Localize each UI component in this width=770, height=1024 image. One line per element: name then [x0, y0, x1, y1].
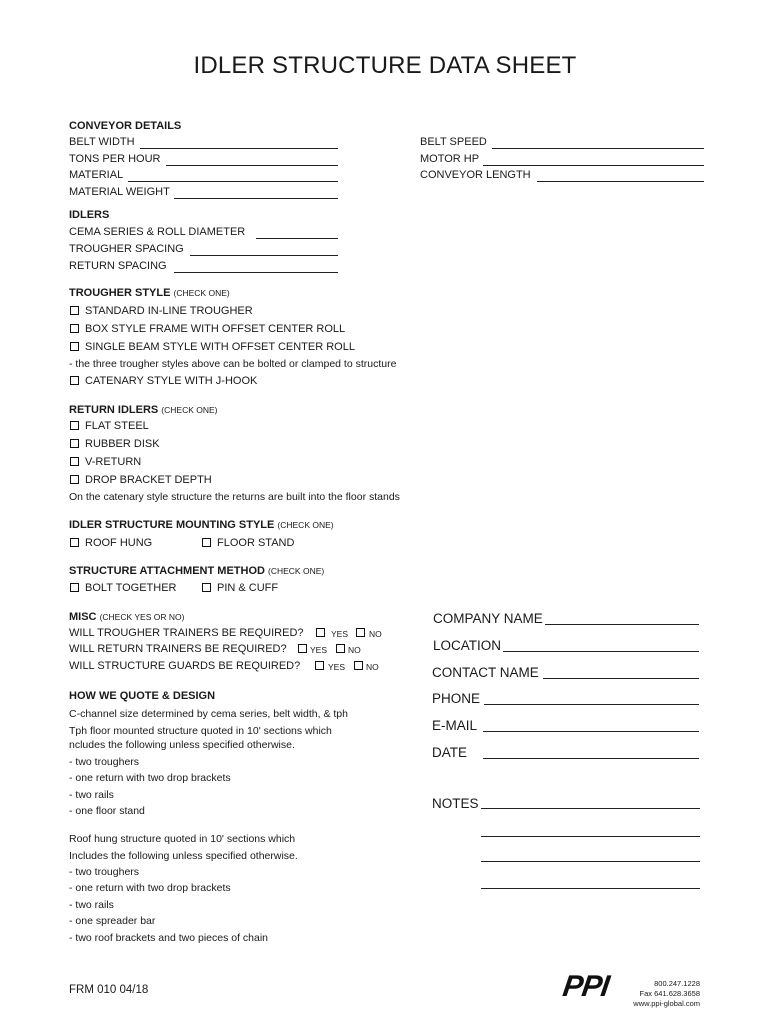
notes-label: NOTES — [432, 796, 479, 811]
trougher-remark: - the three trougher styles above can be bolted or clamped to structure — [69, 358, 397, 370]
notes-line-2[interactable] — [481, 836, 700, 837]
floor-stand-label: FLOOR STAND — [217, 537, 295, 549]
conveyor-length-field[interactable] — [537, 181, 704, 182]
roof-line: - two roof brackets and two pieces of chain — [69, 932, 269, 944]
contact-name-field[interactable] — [543, 678, 699, 679]
roof-hung-label: ROOF HUNG — [85, 537, 153, 549]
tons-per-hour-field[interactable] — [166, 165, 338, 166]
floor-line: - two rails — [69, 789, 114, 801]
motor-hp-field[interactable] — [483, 165, 704, 166]
trougher-spacing-field[interactable] — [190, 255, 338, 256]
flat-steel-checkbox[interactable] — [70, 421, 79, 430]
v-return-checkbox[interactable] — [70, 457, 79, 466]
quote-intro: C-channel size determined by cema series, belt width, & tph — [69, 708, 348, 720]
misc-heading: MISC (CHECK YES OR NO) — [69, 611, 185, 623]
idlers-heading: IDLERS — [69, 209, 110, 221]
structure-guards-yes-label: YES — [328, 662, 346, 672]
belt-width-field[interactable] — [140, 148, 338, 149]
single-beam-label: SINGLE BEAM STYLE WITH OFFSET CENTER ROLL — [85, 341, 355, 353]
rubber-disk-checkbox[interactable] — [70, 439, 79, 448]
location-label: LOCATION — [433, 638, 502, 653]
structure-guards-question: WILL STRUCTURE GUARDS BE REQUIRED? — [69, 660, 301, 672]
drop-bracket-label: DROP BRACKET DEPTH — [85, 474, 212, 486]
return-trainers-yes-checkbox[interactable] — [298, 644, 307, 653]
floor-line: - two troughers — [69, 756, 140, 768]
tons-per-hour-label: TONS PER HOUR — [69, 153, 161, 165]
material-field[interactable] — [128, 181, 338, 182]
date-label: DATE — [432, 745, 468, 760]
company-name-label: COMPANY NAME — [433, 611, 543, 626]
email-field[interactable] — [483, 731, 699, 732]
floor-line: - one floor stand — [69, 805, 145, 817]
notes-line-1[interactable] — [481, 808, 700, 809]
roof-line: - one return with two drop brackets — [69, 882, 231, 894]
conveyor-details-heading: CONVEYOR DETAILS — [69, 120, 182, 132]
catenary-label: CATENARY STYLE WITH J-HOOK — [85, 375, 258, 387]
floor-line: ncludes the following unless specified otherwise. — [69, 739, 295, 751]
structure-guards-no-checkbox[interactable] — [354, 661, 363, 670]
material-label: MATERIAL — [69, 169, 124, 181]
company-name-field[interactable] — [545, 624, 699, 625]
floor-line: - one return with two drop brackets — [69, 772, 231, 784]
notes-line-3[interactable] — [481, 861, 700, 862]
cema-series-field[interactable] — [256, 238, 338, 239]
catenary-checkbox[interactable] — [70, 376, 79, 385]
roof-line: - one spreader bar — [69, 915, 156, 927]
trougher-trainers-question: WILL TROUGHER TRAINERS BE REQUIRED? — [69, 627, 304, 639]
bolt-together-checkbox[interactable] — [70, 583, 79, 592]
box-style-checkbox[interactable] — [70, 324, 79, 333]
attachment-method-heading: STRUCTURE ATTACHMENT METHOD (CHECK ONE) — [69, 565, 325, 577]
rubber-disk-label: RUBBER DISK — [85, 438, 160, 450]
standard-inline-label: STANDARD IN-LINE TROUGHER — [85, 305, 253, 317]
floor-stand-checkbox[interactable] — [202, 538, 211, 547]
trougher-style-heading: TROUGHER STYLE (CHECK ONE) — [69, 287, 230, 299]
standard-inline-checkbox[interactable] — [70, 306, 79, 315]
v-return-label: V-RETURN — [85, 456, 142, 468]
flat-steel-label: FLAT STEEL — [85, 420, 149, 432]
motor-hp-label: MOTOR HP — [420, 153, 480, 165]
phone-field[interactable] — [484, 704, 699, 705]
mounting-style-heading: IDLER STRUCTURE MOUNTING STYLE (CHECK ONE) — [69, 519, 334, 531]
trougher-trainers-yes-label: YES — [331, 629, 349, 639]
return-trainers-no-checkbox[interactable] — [336, 644, 345, 653]
cema-series-label: CEMA SERIES & ROLL DIAMETER — [69, 226, 246, 238]
contact-name-label: CONTACT NAME — [432, 665, 539, 680]
return-idlers-remark: On the catenary style structure the returns are built into the floor stands — [69, 491, 400, 503]
trougher-trainers-no-label: NO — [369, 629, 382, 639]
pin-cuff-label: PIN & CUFF — [217, 582, 279, 594]
misc-note: (CHECK YES OR NO) — [99, 612, 185, 622]
roof-line: - two troughers — [69, 866, 140, 878]
ppi-logo: PPI — [560, 970, 611, 1003]
conveyor-length-label: CONVEYOR LENGTH — [420, 169, 531, 181]
drop-bracket-checkbox[interactable] — [70, 475, 79, 484]
pin-cuff-checkbox[interactable] — [202, 583, 211, 592]
phone-label: PHONE — [432, 691, 481, 706]
quote-design-heading: HOW WE QUOTE & DESIGN — [69, 690, 216, 702]
return-spacing-field[interactable] — [174, 272, 338, 273]
bolt-together-label: BOLT TOGETHER — [85, 582, 177, 594]
return-trainers-yes-label: YES — [310, 645, 328, 655]
box-style-label: BOX STYLE FRAME WITH OFFSET CENTER ROLL — [85, 323, 346, 335]
mounting-style-note: (CHECK ONE) — [277, 520, 334, 530]
return-idlers-note: (CHECK ONE) — [161, 405, 218, 415]
belt-width-label: BELT WIDTH — [69, 136, 135, 148]
belt-speed-label: BELT SPEED — [420, 136, 487, 148]
page-title: IDLER STRUCTURE DATA SHEET — [193, 52, 577, 79]
return-spacing-label: RETURN SPACING — [69, 260, 167, 272]
material-weight-field[interactable] — [174, 198, 338, 199]
return-idlers-heading: RETURN IDLERS (CHECK ONE) — [69, 404, 218, 416]
structure-guards-no-label: NO — [366, 662, 379, 672]
roof-hung-checkbox[interactable] — [70, 538, 79, 547]
belt-speed-field[interactable] — [492, 148, 704, 149]
material-weight-label: MATERIAL WEIGHT — [69, 186, 170, 198]
roof-line: - two rails — [69, 899, 114, 911]
attachment-method-note: (CHECK ONE) — [268, 566, 325, 576]
notes-line-4[interactable] — [481, 888, 700, 889]
return-trainers-question: WILL RETURN TRAINERS BE REQUIRED? — [69, 643, 287, 655]
location-field[interactable] — [503, 651, 699, 652]
trougher-trainers-yes-checkbox[interactable] — [316, 628, 325, 637]
return-trainers-no-label: NO — [348, 645, 361, 655]
single-beam-checkbox[interactable] — [70, 342, 79, 351]
floor-line: Tph floor mounted structure quoted in 10' sections which — [69, 725, 332, 737]
date-field[interactable] — [483, 758, 699, 759]
form-id: FRM 010 04/18 — [69, 984, 149, 996]
phone-number: 800.247.1228 — [654, 979, 700, 988]
website: www.ppi-global.com — [633, 999, 700, 1008]
email-label: E-MAIL — [432, 718, 478, 733]
fax-number: Fax 641.628.3658 — [639, 989, 700, 998]
contact-info — [620, 979, 700, 1009]
structure-guards-yes-checkbox[interactable] — [315, 661, 324, 670]
trougher-trainers-no-checkbox[interactable] — [356, 628, 365, 637]
roof-line: Roof hung structure quoted in 10' sections which — [69, 833, 296, 845]
trougher-spacing-label: TROUGHER SPACING — [69, 243, 184, 255]
trougher-style-note: (CHECK ONE) — [173, 288, 230, 298]
roof-line: Includes the following unless specified otherwise. — [69, 850, 298, 862]
